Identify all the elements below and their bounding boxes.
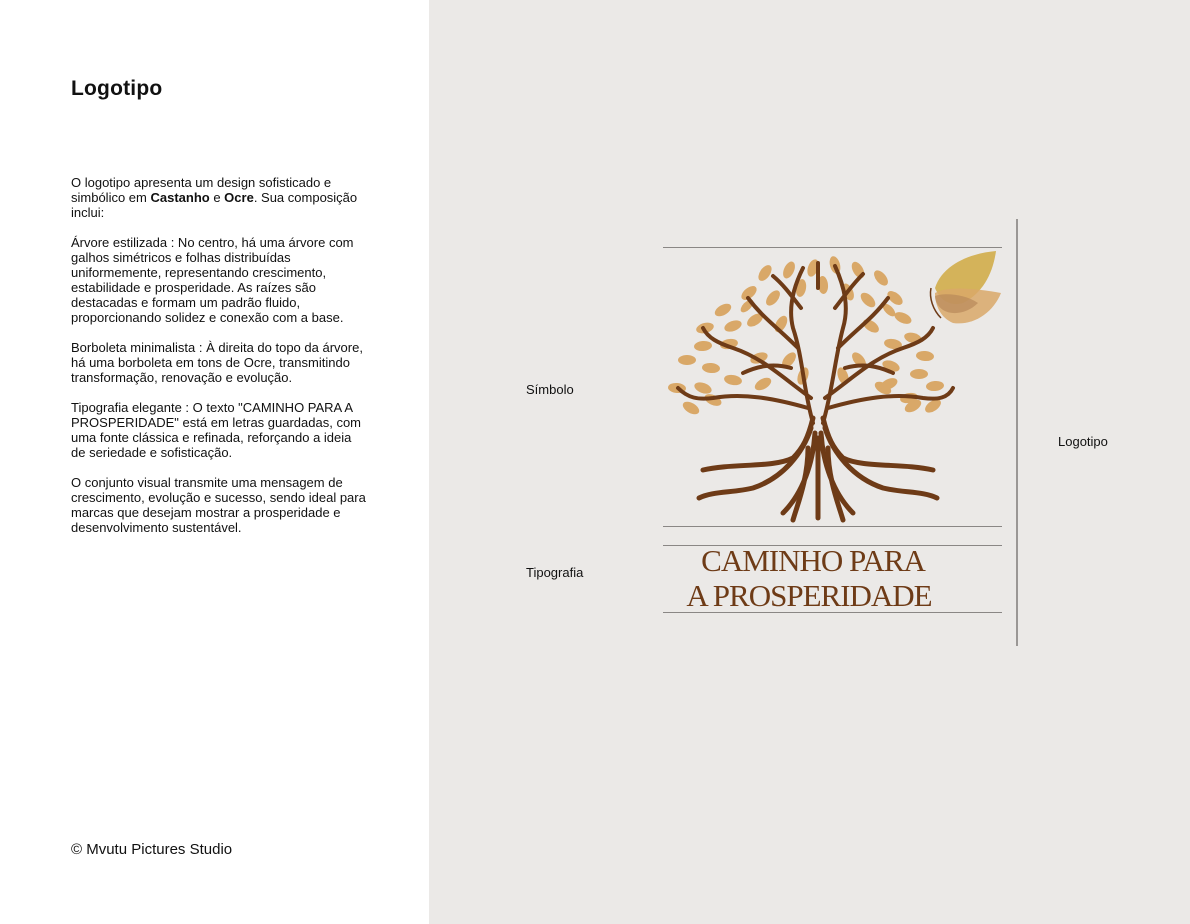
tree-logo-symbol (663, 248, 1003, 524)
butterfly-icon (930, 251, 1001, 323)
typography-paragraph: Tipografia elegante : O texto "CAMINHO PARA A PROSPERIDADE" está em letras guardadas, com uma fonte clássica e refinada, reforçando a ideia de seriedade e sofisticação. (71, 400, 362, 460)
tree-trunk-roots (699, 418, 937, 520)
logo-vertical-guide (1016, 219, 1018, 646)
typography-label: Tipografia (526, 565, 584, 580)
page-title: Logotipo (71, 77, 163, 100)
left-panel (0, 0, 429, 924)
intro-paragraph: O logotipo apresenta um design sofisticado e simbólico em Castanho e Ocre. Sua composição inclui: (71, 175, 358, 220)
logo-text-line2: A PROSPERIDADE (686, 578, 932, 613)
tree-paragraph: Árvore estilizada : No centro, há uma árvore com galhos simétricos e folhas distribuídas uniformemente, representando crescimento, estabilidade e prosperidade. As raízes são destacadas e formam um padrão fluido, proporcionando solidez e conexão com a base. (71, 235, 354, 325)
color-castanho: Castanho (150, 190, 210, 205)
color-ocre: Ocre (224, 190, 254, 205)
description (71, 175, 366, 550)
symbol-bottom-guide (663, 526, 1002, 527)
symbol-label: Símbolo (526, 382, 574, 397)
butterfly-paragraph: Borboleta minimalista : À direita do topo da árvore, há uma borboleta em tons de Ocre, transmitindo transformação, renovação e evolução. (71, 340, 363, 385)
copyright-footer: © Mvutu Pictures Studio (71, 841, 233, 858)
logo-label: Logotipo (1058, 434, 1108, 449)
conclusion-paragraph: O conjunto visual transmite uma mensagem de crescimento, evolução e sucesso, sendo ideal para marcas que desejam mostrar a prosperidade e desenvolvimento sustentável. (71, 475, 366, 535)
logo-text-line1: CAMINHO PARA (701, 543, 925, 578)
